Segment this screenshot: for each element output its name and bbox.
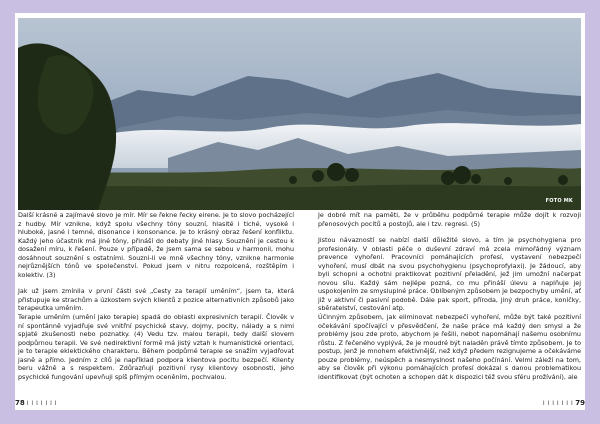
folio-bars: I I I I I I I <box>542 399 574 407</box>
left-text-column <box>18 211 294 381</box>
page-number-right <box>543 399 585 407</box>
paragraph: Jak už jsem zmínila v první části své „Cesty za terapií uměním“, jsem ta, která přistupuje ke strachům a úzkostem svých klientů z pozice alternativních způsobů jako terapeutka uměním. <box>18 287 294 313</box>
folio-bars: I I I I I I I <box>26 399 58 407</box>
magazine-spread <box>15 13 585 410</box>
landscape-photo <box>18 18 581 210</box>
page-number: 79 <box>575 399 585 407</box>
paragraph: Další krásné a zajímavé slovo je mír. Mír se řekne řecky eirene. Je to slovo pocházející z hudby. Mír vznikne, když spolu všechny tóny souzní, hlasité i tiché, vysoké i hluboké, jasné i temné, disonance i konsonance. Je to krásný obraz řešení konfliktu. Každý jeho účastník má jiné tóny, přináší do debaty jiné hlasy. Souznění je cestou k dosažení míru, k řešení. Pouze v případě, že jsem sama se sebou v harmonii, mohu dosáhnout souznění s ostatními. Souzni-li ve mně všechny tóny, vznikne harmonie nejrůznějších tónů ve společenství. Pokud jsem v nitru rozpolcená, rozštěpím i kolektiv. (3) <box>18 211 294 279</box>
landscape-icon <box>18 18 581 210</box>
page-number: 78 <box>15 399 25 407</box>
right-text-column <box>318 211 581 381</box>
paragraph: Účinným způsobem, jak eliminovat nebezpečí vyhoření, může být také pozitivní očekávání spočívající v přesvědčení, že naše práce má každý den smysl a že problémy jsou zde proto, abychom je řešili, nebot napomáhají našemu osobnímu růstu. Z řečeného vyplývá, že je moudré být naladěn právě tímto způsobem. Je to postup, jenž je mnohem efektivnější, než když předem rezignujeme a očekáváme pouze problémy, neúspěch a nesmyslnost našeho počínání. Velmi záleží na tom, aby se člověk při výkonu pomáhajících profesí dokázal s danou problematikou identifikovat (být ochoten a schopen dát k dispozici též svou sféru prožívání), ale <box>318 313 581 381</box>
paragraph: Jistou návazností se nabízí další důležité slovo, a tím je psychohygiena pro profesionály. V oblasti péče o duševní zdraví má zcela mimořádný význam prevence vyhoření. Pracovníci pomáhajících profesí, vystavení nebezpečí vyhoření, musí dbát na svou psychohygienu (psychoprofylaxi). Je žádoucí, aby byli schopni a ochotni praktikovat pozitivní přeladění, jež jim umožní načerpat novou sílu. Každý sám nejlépe pozná, co mu přináší úlevu a naplňuje jej uspokojením ze smysluplné práce. Oblíbeným způsobem je bezpochyby umění, ať již v aktivní či pasivní podobě. Dále pak sport, příroda, jiný druh práce, koníčky, sběratelství, cestování atp. <box>318 236 581 313</box>
page-number-left <box>15 399 57 407</box>
paragraph: Terapie uměním (umění jako terapie) spadá do oblasti expresivních terapií. Člověk v ní spontánně vyjadřuje své vnitřní psychické stavy, dojmy, pocity, nálady a s nimi spjaté zkušenosti nebo poznatky. (4) Vedu tzv. malou terapii, tedy další slovem podpůrnou terapii. Ve své nedirektivní formě má jistý vztah k humanistické orientaci, je to terapie eklektického charakteru. Během podpůrné terapie se snažím vyjadřovat jasně a přímo. Jedním z cílů je například podpora klientova pocitu bezpečí. Klienty beru vážně a s respektem. Zdůrazňuji pozitivní rysy klientovy osobnosti, jeho psychické fungování upevňuji spíš přímým oceněním, pochvalou. <box>18 313 294 381</box>
paragraph: Je dobré mít na paměti, že v průběhu podpůrné terapie může dojít k rozvoji přenosových pocitů a postojů, ale i tzv. regresi. (5) <box>318 211 581 228</box>
photo-credit: FOTO MK <box>545 198 573 204</box>
